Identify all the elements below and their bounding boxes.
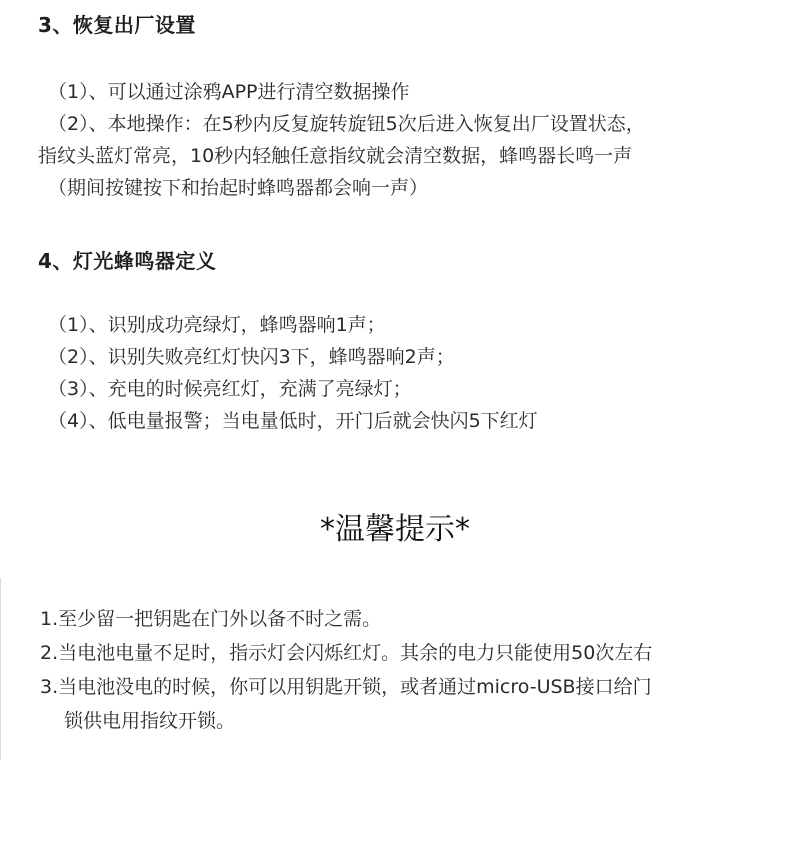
factory-reset-line-2: （2）、本地操作：在5秒内反复旋转旋钮5次后进入恢复出厂设置状态， xyxy=(48,113,645,135)
factory-reset-line-1: （1）、可以通过涂鸦APP进行清空数据操作 xyxy=(48,81,410,103)
light-buzzer-line-4: （4）、低电量报警；当电量低时，开门后就会快闪5下红灯 xyxy=(48,410,538,432)
light-buzzer-content xyxy=(38,309,780,437)
tips-title: *温馨提示* xyxy=(320,512,470,547)
tip-line-2: 2.当电池电量不足时，指示灯会闪烁红灯。其余的电力只能使用50次左右 xyxy=(40,642,653,664)
light-buzzer-line-2: （2）、识别失败亮红灯快闪3下，蜂鸣器响2声； xyxy=(48,346,455,368)
light-buzzer-line-3: （3）、充电的时候亮红灯，充满了亮绿灯； xyxy=(48,378,412,400)
left-divider xyxy=(0,578,1,760)
tips-content xyxy=(40,602,782,738)
factory-reset-content xyxy=(38,76,780,204)
tip-line-3-continued: 锁供电用指纹开锁。 xyxy=(64,710,236,732)
factory-reset-line-3: 指纹头蓝灯常亮，10秒内轻触任意指纹就会清空数据，蜂鸣器长鸣一声 xyxy=(38,145,633,167)
section-heading-factory-reset: 3、恢复出厂设置 xyxy=(38,13,196,37)
tip-line-3: 3.当电池没电的时候，你可以用钥匙开锁，或者通过micro-USB接口给门 xyxy=(40,676,652,698)
tip-line-1: 1.至少留一把钥匙在门外以备不时之需。 xyxy=(40,608,382,630)
section-heading-light-buzzer: 4、灯光蜂鸣器定义 xyxy=(38,249,217,273)
factory-reset-line-4: （期间按键按下和抬起时蜂鸣器都会响一声） xyxy=(48,177,429,199)
light-buzzer-line-1: （1）、识别成功亮绿灯，蜂鸣器响1声； xyxy=(48,314,386,336)
